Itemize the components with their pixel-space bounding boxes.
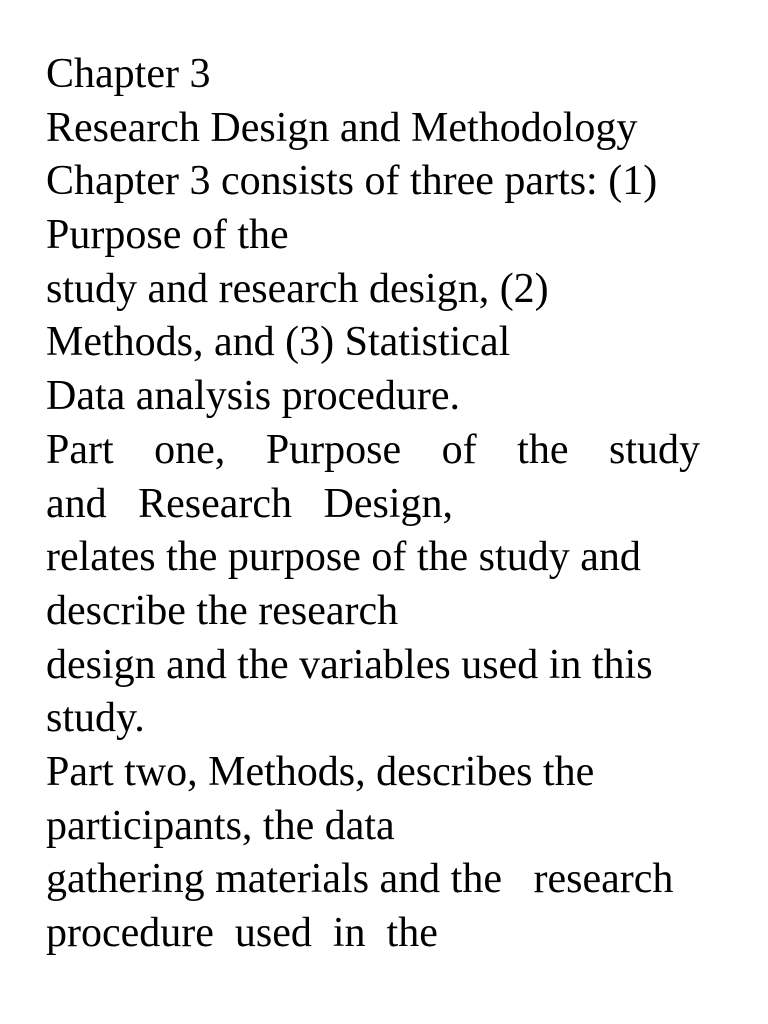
- word: study: [608, 426, 700, 473]
- text-line: relates the purpose of the study and: [46, 534, 641, 581]
- text-line: Purpose of the: [46, 212, 289, 259]
- word: the: [517, 426, 569, 473]
- word: one,: [154, 426, 226, 473]
- text-line: participants, the data: [46, 802, 395, 849]
- text-line: procedure used in the: [46, 910, 438, 956]
- text-line: Methods, and (3) Statistical: [46, 319, 511, 366]
- text-line: Data analysis procedure.: [46, 373, 460, 420]
- text-line: design and the variables used in this: [46, 641, 653, 688]
- text-line: describe the research: [46, 587, 399, 634]
- text-line: Chapter 3 consists of three parts: (1): [46, 158, 658, 205]
- text-line: study and research design, (2): [46, 265, 549, 312]
- chapter-title: Research Design and Methodology: [46, 104, 638, 151]
- text-line: study.: [46, 695, 145, 742]
- text-line: and Research Design,: [46, 480, 454, 527]
- document-text: [46, 48, 726, 961]
- text-line: Part two, Methods, describes the: [46, 748, 595, 795]
- text-line: gathering materials and the research: [46, 856, 674, 903]
- word: Purpose: [265, 426, 402, 473]
- word: of: [441, 426, 477, 473]
- word: Part: [46, 426, 114, 473]
- text-line-justified: [46, 424, 700, 478]
- chapter-heading: Chapter 3: [46, 51, 211, 97]
